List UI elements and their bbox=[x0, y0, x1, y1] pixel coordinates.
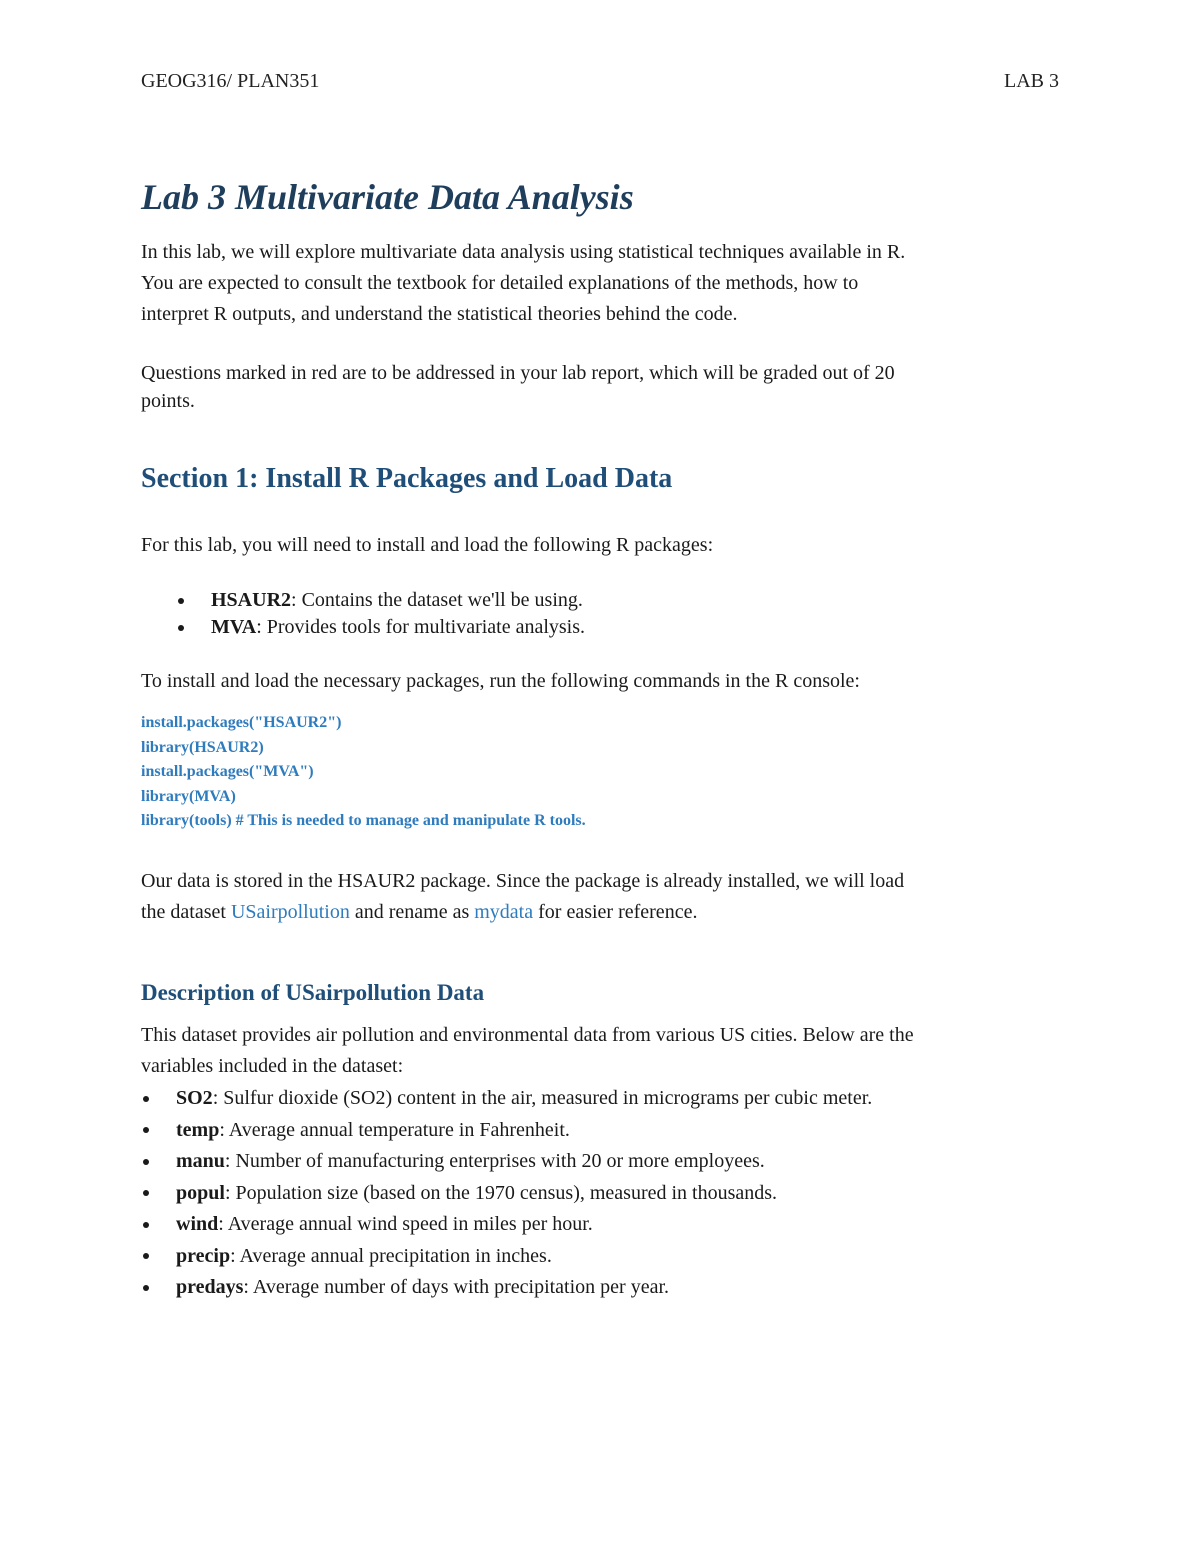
intro-line: You are expected to consult the textbook for detailed explanations of the methods, how to bbox=[141, 272, 859, 294]
data-line: the dataset USairpollution and rename as mydata for easier reference. bbox=[141, 901, 698, 923]
description-line: variables included in the dataset: bbox=[141, 1055, 404, 1077]
code-block bbox=[141, 711, 586, 834]
packages-intro: For this lab, you will need to install and load the following R packages: bbox=[141, 534, 714, 556]
variable-desc: : Average number of days with precipitation per year. bbox=[243, 1276, 670, 1298]
description-paragraph bbox=[141, 1020, 1061, 1082]
section-1-heading: Section 1: Install R Packages and Load Data bbox=[141, 463, 673, 494]
dataset-name: USairpollution bbox=[230, 901, 350, 923]
intro-line: interpret R outputs, and understand the statistical theories behind the code. bbox=[141, 303, 738, 325]
code-line: install.packages("HSAUR2") bbox=[141, 714, 342, 731]
variable-name: manu bbox=[176, 1150, 225, 1172]
list-item bbox=[141, 1178, 872, 1210]
header-lab-number: LAB 3 bbox=[1004, 70, 1059, 92]
list-item bbox=[141, 1146, 872, 1178]
install-instructions: To install and load the necessary packages, run the following commands in the R console: bbox=[141, 670, 860, 692]
questions-note-line: Questions marked in red are to be addressed in your lab report, which will be graded out of 20 bbox=[141, 362, 895, 384]
variable-name: SO2 bbox=[176, 1087, 213, 1109]
variable-name: precip bbox=[176, 1244, 231, 1267]
list-item bbox=[141, 1209, 872, 1241]
variable-name: mydata bbox=[474, 901, 534, 923]
questions-note bbox=[141, 359, 1061, 415]
variable-name: temp bbox=[176, 1118, 220, 1141]
variable-list bbox=[141, 1083, 872, 1304]
variable-name: predays bbox=[176, 1276, 244, 1298]
code-line: library(tools) # This is needed to manage and manipulate R tools. bbox=[141, 812, 586, 829]
code-line: library(MVA) bbox=[141, 787, 236, 805]
list-item bbox=[141, 1272, 872, 1304]
questions-note-line: points. bbox=[141, 390, 195, 412]
package-name: HSAUR2 bbox=[211, 589, 292, 611]
header-course: GEOG316/ PLAN351 bbox=[141, 70, 320, 92]
variable-desc: : Average annual wind speed in miles per hour. bbox=[218, 1213, 593, 1235]
list-item bbox=[176, 587, 585, 614]
variable-name: wind bbox=[176, 1213, 219, 1235]
code-line: install.packages("MVA") bbox=[141, 763, 314, 780]
package-name: MVA bbox=[211, 616, 257, 638]
list-item bbox=[141, 1241, 872, 1273]
data-line: Our data is stored in the HSAUR2 package. Since the package is already installed, we will load bbox=[141, 870, 905, 892]
intro-line: In this lab, we will explore multivariate data analysis using statistical techniques available in R. bbox=[141, 241, 906, 263]
variable-desc: : Number of manufacturing enterprises with 20 or more employees. bbox=[224, 1150, 765, 1172]
variable-desc: : Average annual precipitation in inches. bbox=[230, 1244, 552, 1267]
variable-desc: : Average annual temperature in Fahrenheit. bbox=[219, 1118, 570, 1141]
list-item bbox=[141, 1083, 872, 1115]
intro-paragraph bbox=[141, 237, 1061, 330]
variable-name: popul bbox=[176, 1181, 225, 1204]
variable-desc: : Sulfur dioxide (SO2) content in the air, measured in micrograms per cubic meter. bbox=[212, 1087, 873, 1109]
variable-desc: : Population size (based on the 1970 census), measured in thousands. bbox=[224, 1181, 778, 1204]
page-title: Lab 3 Multivariate Data Analysis bbox=[141, 177, 634, 217]
package-desc: : Provides tools for multivariate analysis. bbox=[256, 616, 586, 638]
list-item bbox=[176, 614, 585, 641]
description-heading: Description of USairpollution Data bbox=[141, 980, 485, 1005]
data-paragraph bbox=[141, 866, 1061, 928]
code-line: library(HSAUR2) bbox=[141, 738, 264, 756]
package-desc: : Contains the dataset we'll be using. bbox=[291, 589, 583, 611]
list-item bbox=[141, 1115, 872, 1147]
description-line: This dataset provides air pollution and environmental data from various US cities. Below are the bbox=[141, 1024, 914, 1046]
package-list bbox=[176, 587, 585, 641]
